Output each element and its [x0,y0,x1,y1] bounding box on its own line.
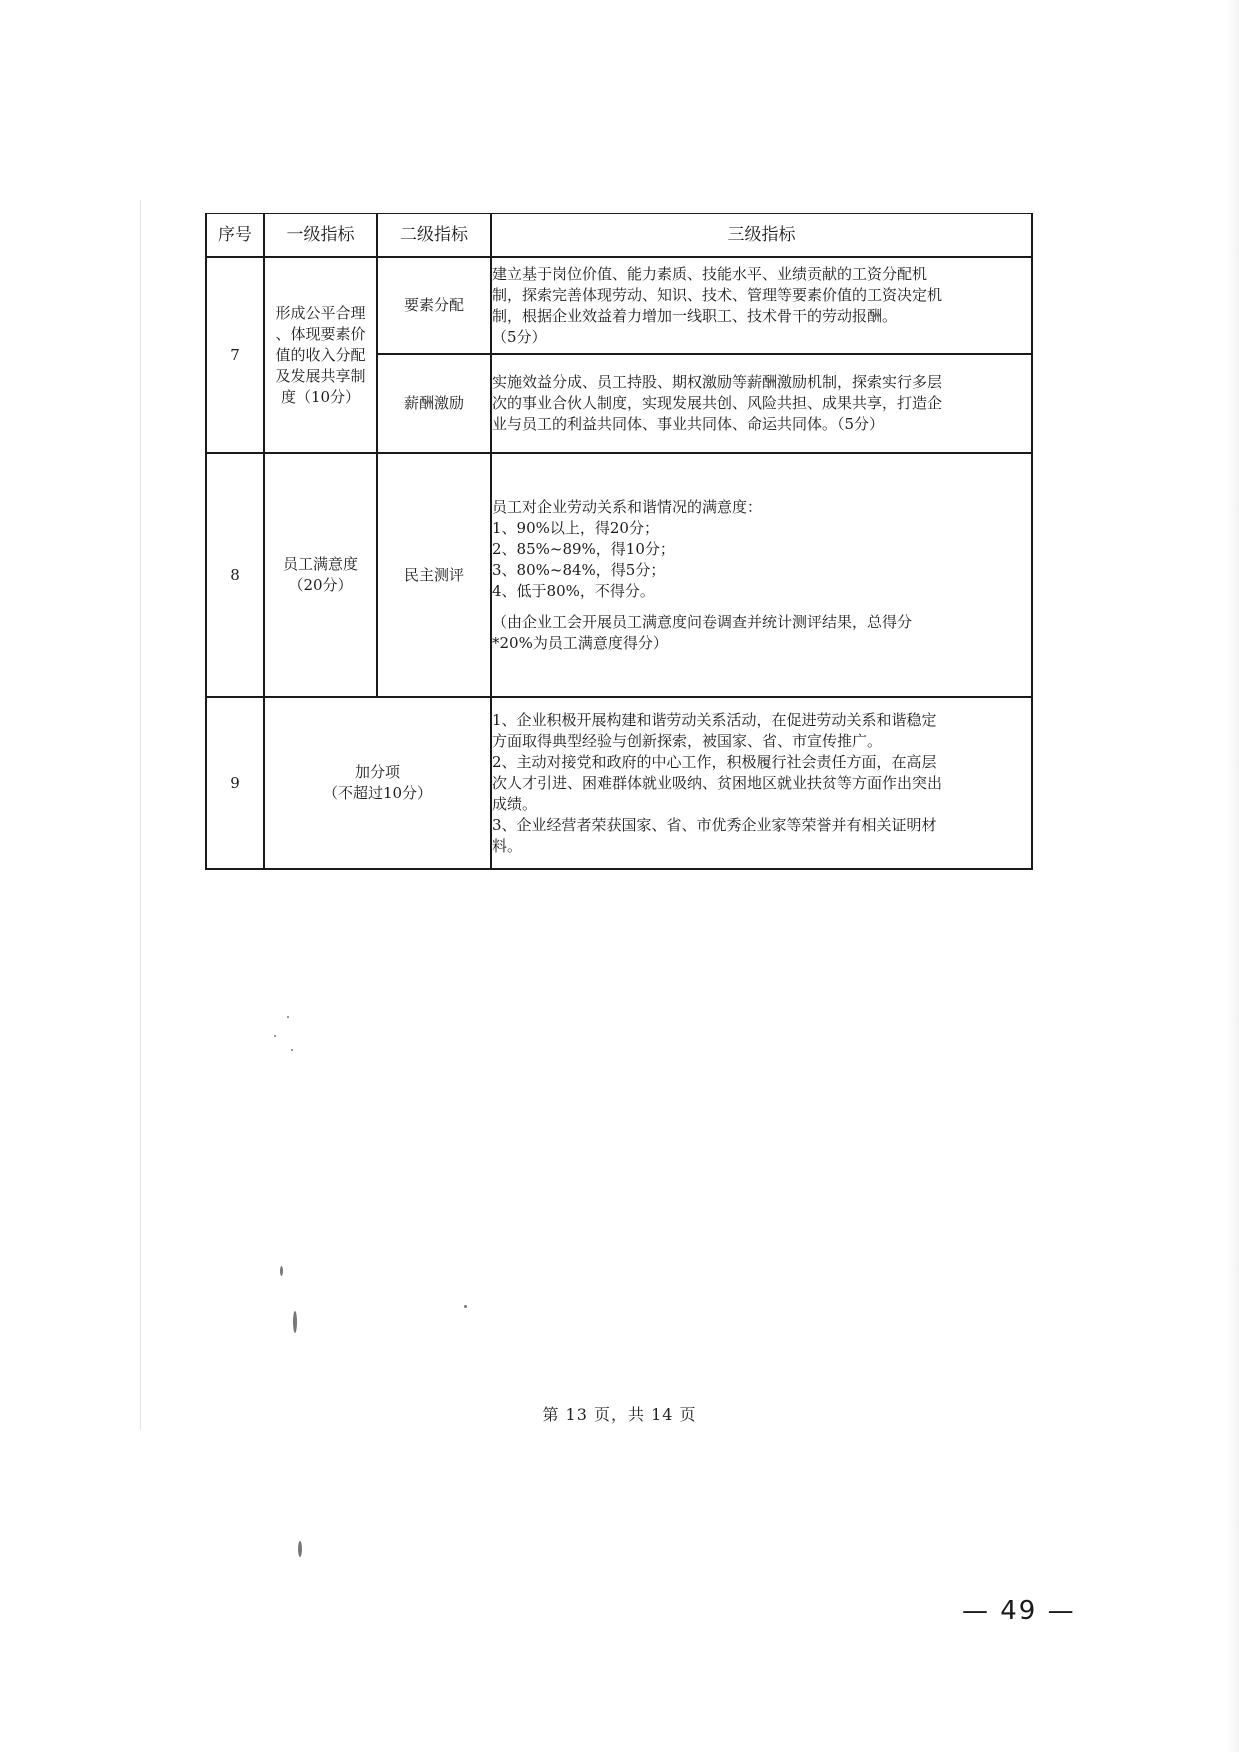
scan-speck [293,1311,297,1333]
row7-level1-line: 形成公平合理 [275,303,366,322]
row7-level1 [264,257,377,453]
indicator-table [205,213,1033,870]
row9-level3-line: 3、企业经营者荣获国家、省、市优秀企业家等荣誉并有相关证明材 [492,815,937,834]
row9-level3-line: 1、企业积极开展构建和谐劳动关系活动，在促进劳动关系和谐稳定 [492,710,937,729]
table-header-row [206,214,1032,258]
row9-level1-line: 加分项 [354,763,400,781]
row8-level3-line: 4、低于80%，不得分。 [492,581,655,600]
row7-level3-a-line: （5分） [492,327,547,346]
row9-level3-line: 料。 [492,836,523,855]
scan-edge-shadow [1227,0,1239,1752]
row7-level3-a-line: 制，根据企业效益着力增加一线职工、技术骨干的劳动报酬。 [492,306,898,325]
row8-note-line: （由企业工会开展员工满意度问卷调查并统计测评结果，总得分 [492,612,913,631]
row9-level3-line: 次人才引进、困难群体就业吸纳、贫困地区就业扶贫等方面作出突出 [492,773,943,792]
row9-level3-line: 成绩。 [492,794,538,813]
row8-level3-line: 3、80%~84%，得5分； [492,560,666,579]
row7-level3-b-line: 实施效益分成、员工持股、期权激励等薪酬激励机制，探索实行多层 [492,373,943,391]
table-row-8 [206,453,1032,697]
row8-level1 [264,453,377,697]
row9-level3 [491,697,1032,869]
row7-level1-line: 、体现要素价 [275,324,366,343]
row9-no: 9 [206,697,264,869]
row8-level1-line: 员工满意度 [282,555,358,573]
header-level3: 三级指标 [491,214,1032,258]
row7-level2-b: 薪酬激励 [377,354,491,453]
scan-margin-line [140,200,141,1430]
row8-level2: 民主测评 [377,453,491,697]
row7-level1-line: 度（10分） [280,387,361,406]
row8-level3 [491,453,1032,697]
row7-no: 7 [206,257,264,453]
row9-level1 [264,697,491,869]
row9-level3-line: 方面取得典型经验与创新探索，被国家、省、市宣传推广。 [492,731,883,750]
table-row-9 [206,697,1032,869]
scan-speck [274,1035,276,1037]
scan-speck [298,1541,302,1557]
row8-spacer [492,602,1031,612]
row7-level3-b-line: 次的事业合伙人制度，实现发展共创、风险共担、成果共享，打造企 [492,394,943,412]
scan-speck [291,1049,293,1051]
header-level2: 二级指标 [377,214,491,258]
row9-level1-line: （不超过10分） [322,784,433,802]
row7-level3-a [491,257,1032,354]
header-level1: 一级指标 [264,214,377,258]
row8-level3-line: 2、85%~89%，得10分； [492,539,675,558]
row8-level1-line: （20分） [288,576,353,594]
row7-level3-a-line: 建立基于岗位价值、能力素质、技能水平、业绩贡献的工资分配机 [492,264,928,283]
scan-speck [464,1305,467,1308]
row7-level3-b [491,354,1032,453]
row7-level1-line: 值的收入分配 [275,345,366,364]
row7-level2-a: 要素分配 [377,257,491,354]
page-number: — 49 — [962,1596,1076,1626]
page-footer: 第 13 页，共 14 页 [542,1405,697,1424]
row7-level1-line: 及发展共享制 [275,366,366,385]
scan-speck [280,1266,283,1276]
row9-level3-line: 2、主动对接党和政府的中心工作，积极履行社会责任方面，在高层 [492,752,937,771]
row8-level3-line: 员工对企业劳动关系和谐情况的满意度： [492,497,763,516]
row8-level3-line: 1、90%以上，得20分； [492,518,659,537]
row7-level3-b-line: 业与员工的利益共同体、事业共同体、命运共同体。（5分） [492,415,885,433]
row7-level3-a-line: 制，探索完善体现劳动、知识、技术、管理等要素价值的工资决定机 [492,285,943,304]
scan-speck [287,1016,289,1018]
header-no: 序号 [206,214,264,258]
row8-note-line: *20%为员工满意度得分） [492,633,668,652]
table-row-7a [206,257,1032,354]
row8-no: 8 [206,453,264,697]
